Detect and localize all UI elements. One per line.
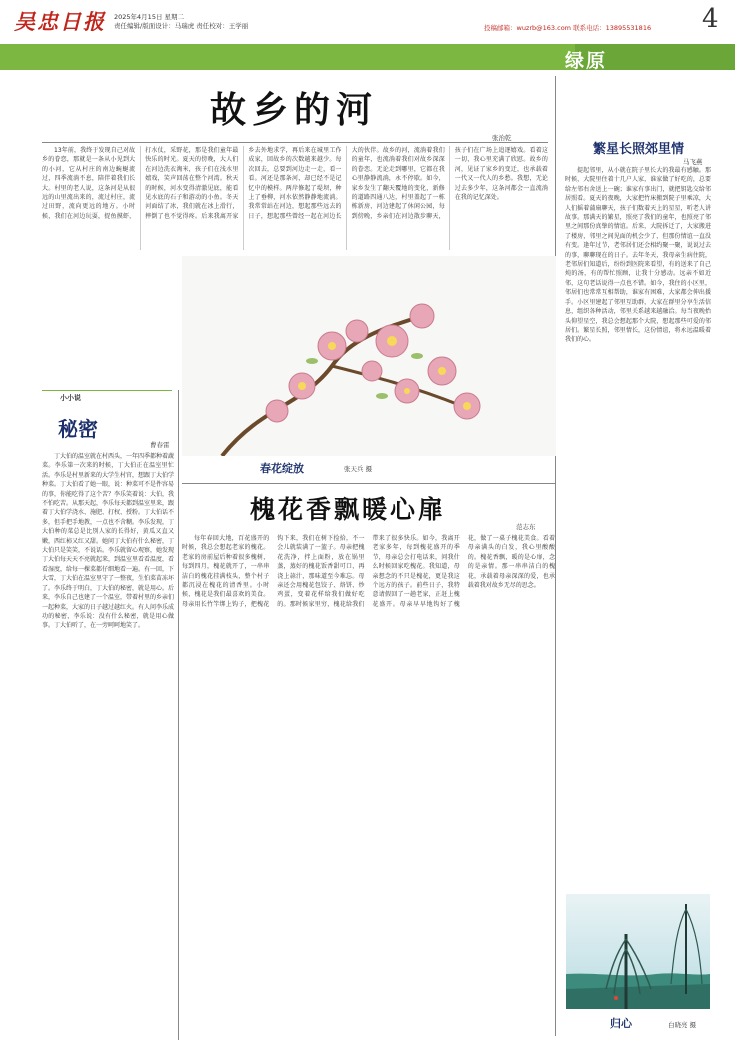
section-tag: 小小说 xyxy=(60,394,81,402)
article-author-fan-xing: 马飞燕 xyxy=(683,158,703,166)
email-address: wuzrb@163.com xyxy=(516,24,572,32)
photo-credit-2: 白晓亮 摄 xyxy=(668,1021,697,1029)
article-body-gu-xiang: 13年前，我终于发现自己对故乡的眷恋，那就是一条从小见到大的小河，它从村庄的南边蜿蜒流过，四季流淌不息，陪伴着我们长大。村里的老人说，这条河是从很远的山里流出来的，流过村庄，流过田野，流向更远的地方。小时候，我们在河边玩耍，捉鱼摸虾，打水仗，采野花，那是我们童年最快乐的时光。夏天的傍晚，大人们在河边洗衣淘米，孩子们在浅水里嬉戏，笑声回荡在整个河湾。秋天的时候，河水变得清澈见底，能看见水底的石子和游动的小鱼。冬天河面结了冰，我们就在冰上滑行，摔倒了也不觉得疼。后来我离开家乡去外地求学，再后来在城里工作成家，回故乡的次数越来越少。每次回去，总要到河边走一走，看一看。河还是那条河，却已经不是记忆中的模样。两岸修起了堤坝，种上了垂柳，河水依然静静地流淌。我常常站在河边，想起那些远去的日子，想起那些曾经一起在河边长大的伙伴。故乡的河，流淌着我们的童年，也流淌着我们对故乡深深的眷恋。无论走到哪里，它都在我心里静静流淌，永不停歇。如今，家乡发生了翻天覆地的变化，新修的道路四通八达，村里盖起了一栋栋新房，河边建起了休闲公园，每到傍晚，乡亲们在河边散步聊天，孩子们在广场上追逐嬉戏。看着这一切，我心里充满了欣慰。故乡的河，见证了家乡的变迁，也承载着一代又一代人的乡愁。我想，无论过去多少年，这条河都会一直流淌在我的记忆深处。 xyxy=(42,147,548,220)
spring-flowers-image xyxy=(182,256,556,456)
title-divider xyxy=(42,142,548,143)
article-title-mi-mi: 秘密 xyxy=(58,417,98,441)
photo-credit: 张天兵 摄 xyxy=(344,465,373,473)
column-divider xyxy=(555,76,556,1036)
contact-info xyxy=(484,23,694,32)
article-body-fan-xing: 提起邻里，从小就在院子里长大的我最有感触。那时候，大院里住着十几户人家，谁家做了好吃的，总要给左邻右舍送上一碗；谁家有事出门，就把钥匙交给邻居照看。夏天的夜晚，大家把竹床搬到院子里乘凉，大人们摇着蒲扇聊天，孩子们数着天上的星星，听老人讲故事。那满天的繁星，照亮了我们的童年，也照亮了邻里之间那份真挚的情谊。后来，大院拆迁了，大家搬进了楼房，邻里之间见面的机会少了，但那份情谊一直没有变。逢年过节，老邻居们还会相约聚一聚，说说过去的事，聊聊现在的日子。去年冬天，我母亲生病住院，老邻居们知道后，纷纷到医院来看望，有的送来了自己炖的汤，有的帮忙照顾，让我十分感动。远亲不如近邻，这句老话说得一点也不错。如今，我住的小区里，邻居们也常常互相帮助，谁家有困难，大家都会伸出援手。小区里建起了邻里互助群，大家在群里分享生活信息，组织各种活动，邻里关系越来越融洽。每当夜晚抬头仰望星空，我总会想起那个大院，想起那些可爱的邻居们。繁星长照，邻里情长，这份情谊，将永远温暖着我们的心。 xyxy=(565,167,711,344)
photo-caption-2: 归心 xyxy=(610,1017,632,1030)
page-number: 4 xyxy=(702,4,719,34)
novel-tag-rule xyxy=(42,390,172,391)
article-author: 张治乾 xyxy=(492,134,512,142)
phone-number: 13895531816 xyxy=(605,24,652,32)
article-body-huai-hua: 每年春回大地，百花盛开的时候，我总会想起老家的槐花。老家的房前屋后种着很多槐树，每到四月，槐花就开了，一串串洁白的槐花挂满枝头，整个村子都沉浸在槐花的清香里。小时候，槐花是我们最喜欢的美食。母亲用长竹竿绑上钩子，把槐花钩下来，我们在树下捡拾，不一会儿就装满了一篮子。母亲把槐花洗净，拌上面粉，放在锅里蒸，蒸好的槐花饭香甜可口，再浇上蒜汁，那味道至今难忘。母亲还会用槐花包饺子、烙饼、炒鸡蛋，变着花样给我们做好吃的。那时候家里穷，槐花给我们带来了很多快乐。如今，我离开老家多年，每到槐花盛开的季节，母亲总会打电话来，问我什么时候回家吃槐花。我知道，母亲想念的不只是槐花，更是我这个远方的孩子。前些日子，我特意请假回了一趟老家，正赶上槐花盛开。母亲早早地钩好了槐花，做了一桌子槐花美食。看着母亲满头的白发，我心里酸酸的。槐花香飘，暖的是心扉，念的是亲情。那一串串洁白的槐花，承载着母亲深深的爱，也承载着我对故乡无尽的思念。 xyxy=(182,535,555,608)
phone-label: 联系电话： xyxy=(573,24,606,32)
date-line xyxy=(114,13,314,31)
email-label: 投稿邮箱： xyxy=(484,24,517,32)
photo-caption: 春花绽放 xyxy=(260,462,304,475)
section-title: 绿原 xyxy=(565,50,608,72)
article-body-mi-mi: 丁大伯的温室就在村西头，一年四季都种着蔬菜。李乐第一次来的时候，丁大伯正在温室里忙活。李乐是村里新来的大学生村官，想跟丁大伯学种菜。丁大伯看了她一眼，说：种菜可不是件容易的事，你能吃得了这个苦？李乐笑着说：大伯，我不怕吃苦。从那天起，李乐每天都到温室里来，跟着丁大伯学浇水、施肥、打杈、授粉。丁大伯话不多，但手把手地教，一点也不含糊。李乐发现，丁大伯种的菜总是比别人家的长得好，黄瓜又直又嫩，西红柿又红又甜。她问丁大伯有什么秘密，丁大伯只是笑笑，不说话。李乐就留心观察，她发现丁大伯每天天不亮就起来，到温室里看看温度，看看湿度，给每一棵菜都仔细地看一遍。有一回，下大雪，丁大伯在温室里守了一整夜，生怕菜苗冻坏了。李乐终于明白，丁大伯的秘密，就是用心。后来，李乐自己也建了一个温室，带着村里的乡亲们一起种菜，大家的日子越过越红火。有人问李乐成功的秘密，李乐说：没有什么秘密，就是用心做事。丁大伯听了，在一旁呵呵地笑了。 xyxy=(42,453,174,630)
middle-divider xyxy=(182,483,555,484)
article-title-gu-xiang: 故乡的河 xyxy=(210,89,379,131)
section-bar xyxy=(0,44,735,70)
article-author-mi-mi: 曹春雷 xyxy=(150,441,170,449)
article-title-fan-xing: 繁星长照郊里情 xyxy=(593,142,685,157)
article-title-huai-hua: 槐花香飘暖心扉 xyxy=(250,495,447,524)
homecoming-photo xyxy=(566,894,710,1009)
editor-credits: 责任编辑/版面设计：马瑞虎 责任校对：王学丽 xyxy=(114,22,249,30)
homecoming-image xyxy=(566,894,710,1009)
newspaper-logo: 吴忠日报 xyxy=(14,9,106,34)
issue-date: 2025年4月15日 星期二 xyxy=(114,13,185,21)
column-divider-left xyxy=(178,390,179,1040)
masthead xyxy=(14,6,720,44)
spring-flowers-photo xyxy=(182,256,556,456)
article-author-huai-hua: 范志东 xyxy=(516,523,536,531)
